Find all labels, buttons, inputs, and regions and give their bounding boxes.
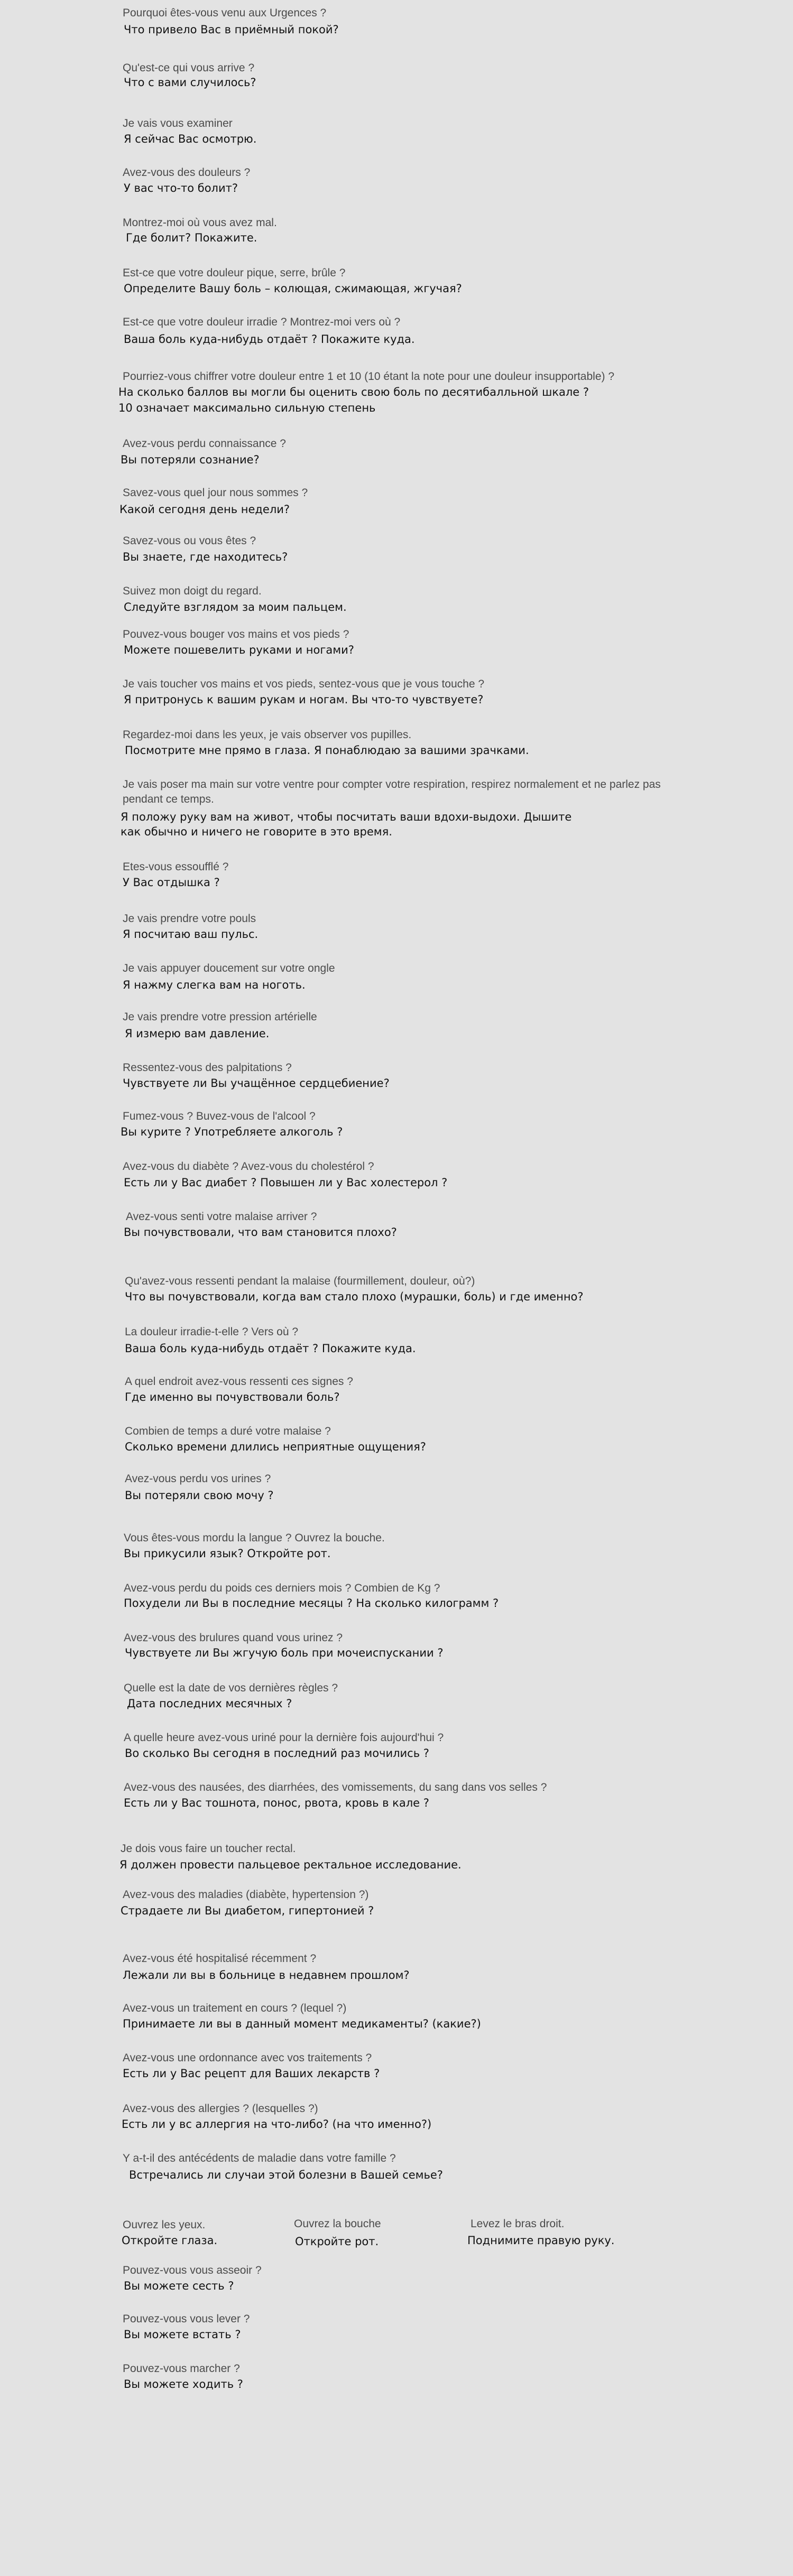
russian-phrase: Есть ли у Вас тошнота, понос, рвота, кровь в кале ? — [124, 1797, 429, 1809]
french-phrase: Pourquoi êtes-vous venu aux Urgences ? — [123, 7, 327, 19]
french-phrase: Avez-vous perdu vos urines ? — [125, 1473, 271, 1485]
french-phrase: Pouvez-vous marcher ? — [123, 2363, 240, 2375]
french-phrase: La douleur irradie-t-elle ? Vers où ? — [125, 1326, 299, 1338]
french-phrase: Est-ce que votre douleur irradie ? Montrez-moi vers où ? — [123, 316, 401, 328]
french-phrase: Savez-vous ou vous êtes ? — [123, 535, 256, 547]
russian-phrase: Что с вами случилось? — [124, 76, 256, 89]
russian-phrase: Я измерю вам давление. — [125, 1027, 270, 1040]
russian-phrase: Какой сегодня день недели? — [119, 503, 290, 516]
russian-phrase: Где болит? Покажите. — [126, 231, 257, 244]
russian-phrase: Я нажму слегка вам на ноготь. — [123, 979, 306, 991]
french-phrase: Avez-vous des douleurs ? — [123, 166, 251, 179]
russian-phrase: Во сколько Вы сегодня в последний раз мочились ? — [125, 1747, 429, 1760]
russian-phrase: На сколько баллов вы могли бы оценить свою боль по десятибалльной шкале ? — [118, 386, 589, 398]
french-phrase: Ouvrez la bouche — [294, 2218, 381, 2230]
french-phrase: Je dois vous faire un toucher rectal. — [121, 1843, 296, 1855]
russian-phrase: Что привело Вас в приёмный покой? — [124, 23, 339, 36]
russian-phrase: Вы потеряли свою мочу ? — [125, 1489, 274, 1502]
french-phrase: Ouvrez les yeux. — [123, 2219, 206, 2231]
french-phrase: Je vais poser ma main sur votre ventre pour compter votre respiration, respirez normalement et ne parlez pas — [123, 778, 661, 791]
french-phrase: Je vais vous examiner — [123, 117, 233, 129]
french-phrase: A quelle heure avez-vous uriné pour la dernière fois aujourd'hui ? — [124, 1732, 444, 1744]
french-phrase: Suivez mon doigt du regard. — [123, 585, 262, 597]
russian-phrase: Определите Вашу боль – колющая, сжимающая, жгучая? — [124, 282, 462, 295]
french-phrase: Ressentez-vous des palpitations ? — [123, 1062, 292, 1074]
russian-phrase: Чувствуете ли Вы учащённое сердцебиение? — [123, 1077, 390, 1090]
french-phrase: Je vais toucher vos mains et vos pieds, sentez-vous que je vous touche ? — [123, 678, 485, 690]
russian-phrase: Следуйте взглядом за моим пальцем. — [124, 601, 347, 613]
russian-phrase: У Вас отдышка ? — [123, 876, 220, 889]
french-phrase: Avez-vous des allergies ? (lesquelles ?) — [123, 2103, 318, 2115]
french-phrase: Levez le bras droit. — [471, 2218, 565, 2230]
russian-phrase: Где именно вы почувствовали боль? — [125, 1391, 340, 1403]
russian-phrase: У вас что-то болит? — [124, 182, 238, 194]
french-phrase: Avez-vous du diabète ? Avez-vous du cholestérol ? — [123, 1160, 374, 1173]
french-phrase: Je vais prendre votre pression artérielle — [123, 1011, 317, 1023]
russian-phrase: Ваша боль куда-нибудь отдаёт ? Покажите куда. — [125, 1342, 416, 1355]
french-phrase: Avez-vous senti votre malaise arriver ? — [126, 1211, 317, 1223]
french-phrase: Combien de temps a duré votre malaise ? — [125, 1425, 331, 1437]
french-phrase: Avez-vous une ordonnance avec vos traitements ? — [123, 2052, 372, 2064]
russian-phrase: Лежали ли вы в больнице в недавнем прошлом? — [123, 1969, 410, 1982]
french-phrase: Est-ce que votre douleur pique, serre, brûle ? — [123, 267, 346, 279]
russian-phrase: Вы прикусили язык? Откройте рот. — [124, 1547, 331, 1560]
russian-phrase: Дата последних месячных ? — [127, 1697, 292, 1710]
russian-phrase: Я должен провести пальцевое ректальное исследование. — [119, 1858, 462, 1871]
russian-phrase: Откройте рот. — [295, 2235, 379, 2248]
french-phrase: Y a-t-il des antécédents de maladie dans votre famille ? — [123, 2152, 396, 2164]
french-phrase: pendant ce temps. — [123, 793, 214, 805]
russian-phrase: Есть ли у Вас рецепт для Ваших лекарств ? — [123, 2067, 380, 2080]
russian-phrase: Есть ли у вс аллергия на что-либо? (на что именно?) — [122, 2118, 432, 2131]
french-phrase: Avez-vous un traitement en cours ? (lequel ?) — [123, 2002, 347, 2014]
russian-phrase: Я сейчас Вас осмотрю. — [124, 133, 257, 145]
french-phrase: Etes-vous essoufflé ? — [123, 861, 229, 873]
russian-phrase: Я положу руку вам на живот, чтобы посчитать ваши вдохи-выдохи. Дышите — [121, 811, 572, 823]
french-phrase: Pouvez-vous vous lever ? — [123, 2313, 250, 2325]
french-phrase: Avez-vous des maladies (diabète, hypertension ?) — [123, 1889, 369, 1901]
russian-phrase: Вы почувствовали, что вам становится плохо? — [124, 1226, 397, 1239]
russian-phrase: Сколько времени длились неприятные ощущения? — [125, 1440, 426, 1453]
russian-phrase: Я притронусь к вашим рукам и ногам. Вы что-то чувствуете? — [124, 693, 484, 706]
french-phrase: Quelle est la date de vos dernières règles ? — [124, 1682, 338, 1694]
russian-phrase: Вы потеряли сознание? — [121, 453, 260, 466]
russian-phrase: Можете пошевелить руками и ногами? — [124, 644, 354, 656]
russian-phrase: Чувствуете ли Вы жгучую боль при мочеиспускании ? — [125, 1647, 444, 1659]
french-phrase: Je vais prendre votre pouls — [123, 913, 256, 925]
french-phrase: Avez-vous des nausées, des diarrhées, des vomissements, du sang dans vos selles ? — [124, 1781, 547, 1793]
french-phrase: Pouvez-vous bouger vos mains et vos pieds ? — [123, 628, 349, 640]
russian-phrase: Вы можете встать ? — [124, 2328, 241, 2341]
russian-phrase: Что вы почувствовали, когда вам стало плохо (мурашки, боль) и где именно? — [125, 1290, 584, 1303]
french-phrase: Qu'est-ce qui vous arrive ? — [123, 62, 255, 74]
french-phrase: Je vais appuyer doucement sur votre ongle — [123, 962, 335, 974]
french-phrase: Montrez-moi où vous avez mal. — [123, 217, 277, 229]
russian-phrase: Ваша боль куда-нибудь отдаёт ? Покажите куда. — [124, 333, 415, 346]
french-phrase: A quel endroit avez-vous ressenti ces signes ? — [125, 1375, 353, 1388]
russian-phrase: как обычно и ничего не говорите в это время. — [121, 825, 392, 838]
russian-phrase: Вы можете ходить ? — [124, 2378, 243, 2391]
russian-phrase: Посмотрите мне прямо в глаза. Я понаблюдаю за вашими зрачками. — [125, 744, 529, 757]
russian-phrase: Вы знаете, где находитесь? — [123, 551, 288, 563]
russian-phrase: Есть ли у Вас диабет ? Повышен ли у Вас холестерол ? — [124, 1176, 448, 1189]
french-phrase: Avez-vous perdu du poids ces derniers mois ? Combien de Kg ? — [124, 1582, 440, 1594]
french-phrase: Pourriez-vous chiffrer votre douleur entre 1 et 10 (10 étant la note pour une douleur insupportable) ? — [123, 370, 615, 383]
russian-phrase: Откройте глаза. — [122, 2234, 218, 2247]
french-phrase: Avez-vous perdu connaissance ? — [123, 438, 286, 450]
russian-phrase: Страдаете ли Вы диабетом, гипертонией ? — [121, 1904, 374, 1917]
french-phrase: Vous êtes-vous mordu la langue ? Ouvrez la bouche. — [124, 1532, 385, 1544]
french-phrase: Pouvez-vous vous asseoir ? — [123, 2264, 262, 2276]
french-phrase: Avez-vous été hospitalisé récemment ? — [123, 1952, 317, 1965]
russian-phrase: Встречались ли случаи этой болезни в Вашей семье? — [129, 2169, 443, 2181]
french-phrase: Regardez-moi dans les yeux, je vais observer vos pupilles. — [123, 729, 412, 741]
russian-phrase: 10 означает максимально сильную степень — [118, 402, 376, 414]
french-phrase: Fumez-vous ? Buvez-vous de l'alcool ? — [123, 1110, 316, 1122]
russian-phrase: Поднимите правую руку. — [467, 2234, 615, 2247]
russian-phrase: Вы можете сесть ? — [124, 2280, 234, 2292]
french-phrase: Qu'avez-vous ressenti pendant la malaise (fourmillement, douleur, où?) — [125, 1275, 475, 1287]
french-phrase: Savez-vous quel jour nous sommes ? — [123, 487, 308, 499]
french-phrase: Avez-vous des brulures quand vous urinez ? — [124, 1632, 343, 1644]
russian-phrase: Похудели ли Вы в последние месяцы ? На сколько килограмм ? — [124, 1597, 499, 1610]
russian-phrase: Вы курите ? Употребляете алкоголь ? — [121, 1126, 343, 1138]
russian-phrase: Я посчитаю ваш пульс. — [123, 928, 259, 941]
russian-phrase: Принимаете ли вы в данный момент медикаменты? (какие?) — [123, 2017, 481, 2030]
